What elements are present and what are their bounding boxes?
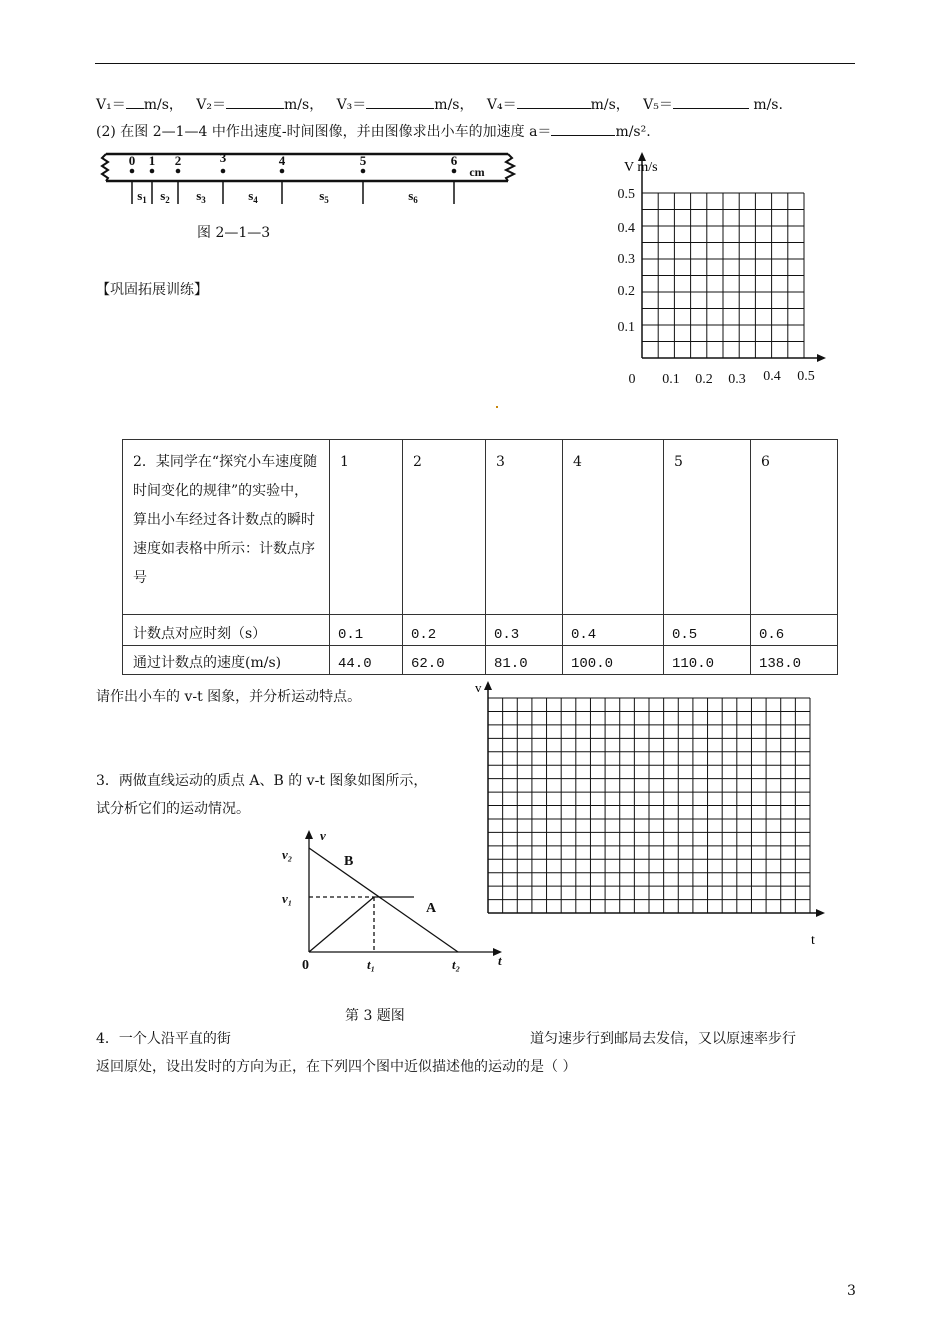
v5-label: V₅＝ xyxy=(643,97,673,113)
speed-table xyxy=(122,439,838,675)
time-cell: 0.4 xyxy=(563,615,664,646)
grid-v-label: v xyxy=(475,680,482,695)
v2-blank[interactable] xyxy=(226,94,284,109)
question3-caption: 第 3 题图 xyxy=(345,1008,405,1024)
chart-x-tick: 0.3 xyxy=(728,372,746,387)
v5-blank[interactable] xyxy=(673,94,749,109)
tape-point-4: 4 xyxy=(278,153,286,168)
speed-cell: 44.0 xyxy=(330,646,403,675)
table-col-header: 5 xyxy=(664,440,751,615)
tape-point-5: 5 xyxy=(359,153,367,168)
question4-line2: 返回原处，设出发时的方向为正，在下列四个图中近似描述他的运动的是（ ） xyxy=(96,1059,577,1075)
time-cell: 0.3 xyxy=(486,615,563,646)
stray-dot xyxy=(496,406,498,408)
graph-origin: 0 xyxy=(302,958,309,973)
graph-label-b: B xyxy=(344,854,354,869)
table-col-header: 1 xyxy=(330,440,403,615)
graph-t1: t₁ xyxy=(367,957,376,972)
vt-grid-chart xyxy=(604,150,834,390)
speed-cell: 110.0 xyxy=(664,646,751,675)
table-col-header: 3 xyxy=(486,440,563,615)
grid-t-label: t xyxy=(811,933,815,948)
tape-point-1: 1 xyxy=(148,153,156,168)
tape-point-0: 0 xyxy=(128,153,136,168)
time-cell: 0.5 xyxy=(664,615,751,646)
graph-v2: v₂ xyxy=(282,847,293,862)
question4-line1b: 道匀速步行到邮局去发信，又以原速率步行 xyxy=(530,1031,796,1047)
tape-seg-s4: $s_4$ xyxy=(248,188,258,205)
chart-y-tick: 0.3 xyxy=(617,252,635,267)
chart-y-tick: 0.2 xyxy=(617,284,635,299)
time-cell: 0.2 xyxy=(403,615,486,646)
graph-v-axis: v xyxy=(320,828,326,843)
acceleration-blank[interactable] xyxy=(551,121,615,136)
v1-label: V₁＝ xyxy=(96,97,126,113)
question2-instruction: 请作出小车的 v-t 图象，并分析运动特点。 xyxy=(96,689,362,705)
tape-seg-s3: $s_3$ xyxy=(196,188,206,205)
part2-unit: m/s². xyxy=(615,124,651,140)
graph-t-axis: t xyxy=(498,953,502,968)
time-cell: 0.6 xyxy=(751,615,838,646)
tape-point-3: 3 xyxy=(219,150,227,165)
tape-seg-s1: $s_1$ xyxy=(137,188,147,205)
tape-seg-s6: $s_6$ xyxy=(408,188,418,205)
table-col-header: 2 xyxy=(403,440,486,615)
page-number: 3 xyxy=(847,1283,856,1299)
tape-point-2: 2 xyxy=(174,153,182,168)
tape-unit: cm xyxy=(469,165,485,179)
question3-graph xyxy=(276,826,516,982)
question2-text: 2．某同学在“探究小车速度随时间变化的规律”的实验中，算出小车经过各计数点的瞬时速度如表格中所示：计数点序号 xyxy=(123,440,330,615)
chart-origin: 0 xyxy=(628,372,636,387)
tape-seg-s5: $s_5$ xyxy=(319,188,329,205)
tape-seg-s2: $s_2$ xyxy=(160,188,170,205)
chart-y-axis-label: V m/s xyxy=(624,160,658,175)
part2-text: (2) 在图 2—1—4 中作出速度-时间图像，并由图像求出小车的加速度 a＝ xyxy=(96,124,552,140)
tape-caption: 图 2—1—3 xyxy=(197,225,271,241)
v4-blank[interactable] xyxy=(517,94,591,109)
time-row-label: 计数点对应时刻（s） xyxy=(123,615,330,646)
graph-label-a: A xyxy=(426,901,437,916)
speed-cell: 100.0 xyxy=(563,646,664,675)
graph-v1: v₁ xyxy=(282,891,293,906)
graph-t2: t₂ xyxy=(452,957,461,972)
chart-x-tick: 0.2 xyxy=(695,372,713,387)
chart-y-tick: 0.5 xyxy=(617,187,635,202)
chart-y-tick: 0.1 xyxy=(617,320,635,335)
chart-x-tick: 0.5 xyxy=(797,369,815,384)
question4-line1a: 4．一个人沿平直的街 xyxy=(96,1031,231,1047)
ticker-tape-figure xyxy=(96,148,526,208)
table-col-header: 6 xyxy=(751,440,838,615)
question3-line2: 试分析它们的运动情况。 xyxy=(96,801,250,817)
v3-blank[interactable] xyxy=(366,94,434,109)
chart-x-tick: 0.1 xyxy=(662,372,680,387)
chart-x-tick: 0.4 xyxy=(763,369,781,384)
table-col-header: 4 xyxy=(563,440,664,615)
speed-cell: 62.0 xyxy=(403,646,486,675)
vt-answer-grid xyxy=(470,678,830,948)
speed-cell: 138.0 xyxy=(751,646,838,675)
part2-line xyxy=(96,121,651,141)
v2-label: V₂＝ xyxy=(196,97,227,113)
speed-row-label: 通过计数点的速度(m/s) xyxy=(123,646,330,675)
v4-label: V₄＝ xyxy=(486,97,517,113)
header-rule xyxy=(95,63,855,64)
section-heading: 【巩固拓展训练】 xyxy=(96,282,208,298)
speed-cell: 81.0 xyxy=(486,646,563,675)
chart-y-tick: 0.4 xyxy=(617,221,635,236)
time-cell: 0.1 xyxy=(330,615,403,646)
question3-line1: 3．两做直线运动的质点 A、B 的 v-t 图象如图所示， xyxy=(96,773,428,789)
v3-label: V₃＝ xyxy=(336,97,367,113)
tape-point-6: 6 xyxy=(450,153,458,168)
answer-line: V₁＝ m/s， V₂＝ m/s， V₃＝ m/s， V₄＝ m/s， V₅＝ m/s. xyxy=(96,94,783,114)
